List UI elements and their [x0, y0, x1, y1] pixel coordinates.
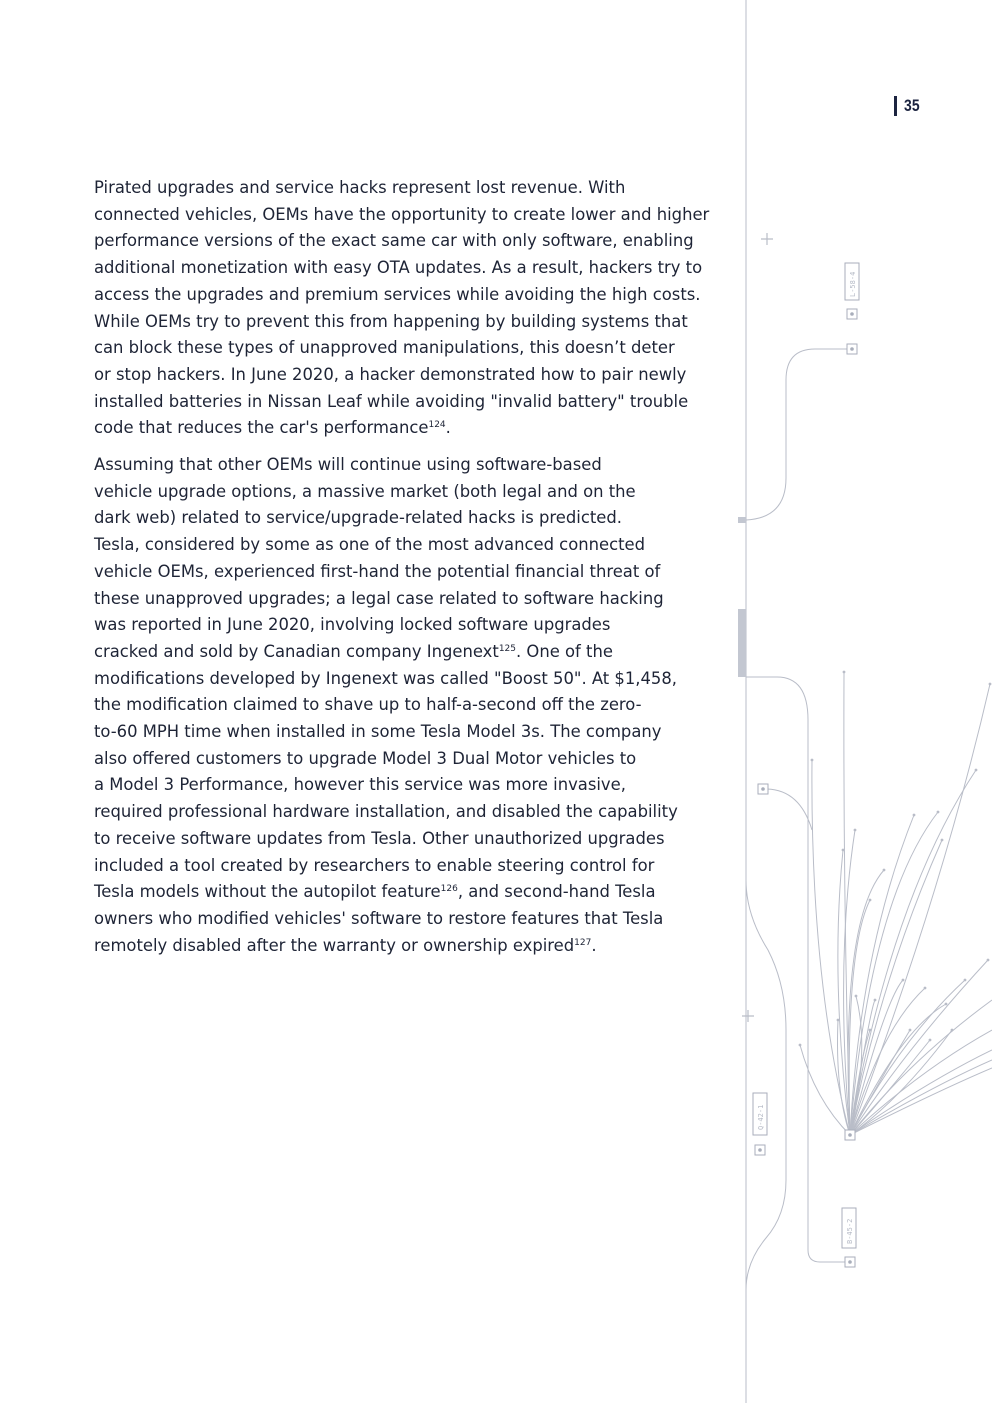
- text-line: these unapproved upgrades; a legal case related to software hacking: [94, 588, 664, 608]
- text-line: required professional hardware installation, and disabled the capability: [94, 802, 678, 822]
- text-segment: .: [591, 935, 597, 955]
- text-line: While OEMs try to prevent this from happening by building systems that: [94, 311, 688, 331]
- rail-block-large: [738, 609, 746, 677]
- text-line: installed batteries in Nissan Leaf while avoiding "invalid battery" trouble: [94, 391, 689, 411]
- plus-mark: [761, 233, 773, 245]
- text-line: can block these types of unapproved manipulations, this doesn’t deter: [94, 338, 675, 358]
- tag-label: B-45-2: [846, 1218, 854, 1244]
- text-line: [94, 879, 704, 906]
- text-line: the modification claimed to shave up to half-a-second off the zero-: [94, 695, 642, 715]
- text-line: access the upgrades and premium services while avoiding the high costs.: [94, 284, 701, 304]
- text-line: owners who modified vehicles' software to restore features that Tesla: [94, 908, 664, 928]
- text-line: dark web) related to service/upgrade-related hacks is predicted.: [94, 508, 622, 528]
- text-line: [94, 415, 704, 442]
- text-segment: , and second-hand Tesla: [457, 882, 656, 902]
- footnote-ref-124[interactable]: 124: [428, 420, 446, 431]
- body-text: [94, 175, 710, 959]
- text-line: connected vehicles, OEMs have the opportunity to create lower and higher: [94, 204, 710, 224]
- text-line: Tesla, considered by some as one of the most advanced connected: [94, 535, 646, 555]
- text-line: vehicle upgrade options, a massive market (both legal and on the: [94, 481, 636, 501]
- bypass-rail: [746, 677, 808, 820]
- tag-label: Q-42-1: [757, 1104, 765, 1130]
- text-line: also offered customers to upgrade Model 3 Dual Motor vehicles to: [94, 748, 637, 768]
- text-segment: cracked and sold by Canadian company Ingenext: [94, 641, 499, 661]
- text-line: to receive software updates from Tesla. Other unauthorized upgrades: [94, 828, 665, 848]
- square-branch: [767, 789, 812, 830]
- text-line: or stop hackers. In June 2020, a hacker demonstrated how to pair newly: [94, 364, 687, 384]
- text-line: [94, 639, 704, 666]
- text-segment: . One of the: [516, 641, 613, 661]
- text-line: modifications developed by Ingenext was called "Boost 50". At $1,458,: [94, 668, 677, 688]
- rail-branch: [746, 349, 852, 520]
- text-segment: code that reduces the car's performance: [94, 418, 429, 438]
- text-line: included a tool created by researchers to enable steering control for: [94, 855, 655, 875]
- plus-mark: [742, 1010, 754, 1022]
- tag-label: L-58-4: [849, 271, 857, 297]
- paragraph-2: [94, 452, 704, 959]
- text-segment: Tesla models without the autopilot feature: [94, 882, 441, 902]
- paragraph-1: [94, 175, 710, 442]
- text-line: Pirated upgrades and service hacks represent lost revenue. With: [94, 178, 626, 197]
- text-segment: .: [445, 418, 451, 438]
- text-line: a Model 3 Performance, however this service was more invasive,: [94, 775, 626, 795]
- rail-block-small: [738, 517, 746, 523]
- text-line: additional monetization with easy OTA updates. As a result, hackers try to: [94, 258, 703, 278]
- page-number: 35: [904, 96, 920, 115]
- text-line: performance versions of the exact same car with only software, enabling: [94, 231, 694, 251]
- footnote-ref-126[interactable]: 126: [440, 884, 458, 895]
- text-line: vehicle OEMs, experienced first-hand the potential financial threat of: [94, 561, 661, 581]
- text-line: Assuming that other OEMs will continue using software-based: [94, 455, 602, 475]
- text-line: was reported in June 2020, involving locked software upgrades: [94, 615, 611, 635]
- footnote-ref-125[interactable]: 125: [498, 643, 516, 654]
- text-segment: remotely disabled after the warranty or ownership expired: [94, 935, 575, 955]
- circuit-diagram-decoration: [730, 0, 992, 1403]
- s-curve-rail: [746, 880, 786, 1290]
- text-line: to-60 MPH time when installed in some Tesla Model 3s. The company: [94, 722, 662, 742]
- text-line: [94, 933, 704, 960]
- footnote-ref-127[interactable]: 127: [574, 937, 592, 948]
